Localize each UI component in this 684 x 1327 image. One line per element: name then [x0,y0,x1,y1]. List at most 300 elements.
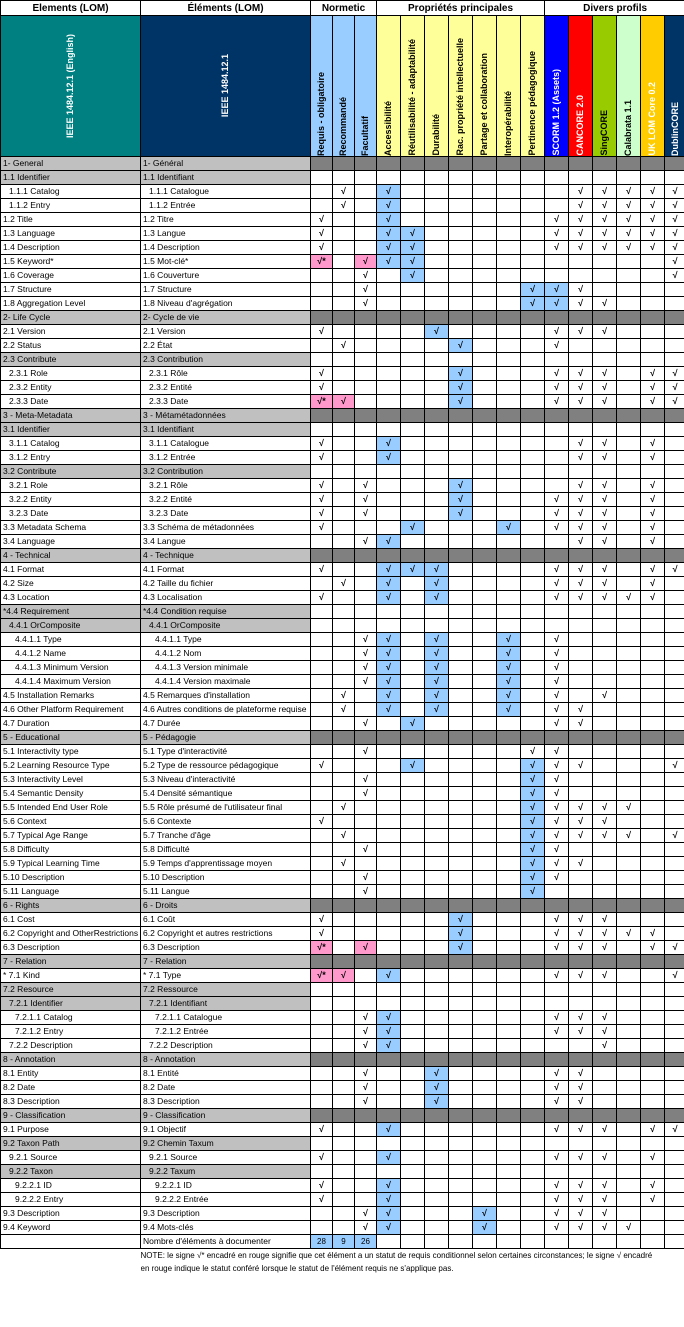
matrix-cell: √ [333,689,355,703]
matrix-cell [355,325,377,339]
matrix-cell: √ [593,969,617,983]
element-fr: 9.2.2 Taxum [141,1165,311,1179]
matrix-cell [333,605,355,619]
matrix-cell [497,325,521,339]
matrix-cell [497,913,521,927]
matrix-cell [497,927,521,941]
matrix-cell [641,801,665,815]
matrix-cell [641,829,665,843]
matrix-cell [333,157,355,171]
matrix-cell [521,1095,545,1109]
element-en: 9.1 Purpose [1,1123,141,1137]
matrix-cell [377,913,401,927]
element-en: 9 - Classification [1,1109,141,1123]
element-fr: 4 - Technique [141,549,311,563]
matrix-cell [473,479,497,493]
matrix-cell: √ [569,703,593,717]
matrix-cell [311,311,333,325]
matrix-cell: √ [545,241,569,255]
col-header-text: Accessibilité [383,100,394,156]
matrix-cell [497,549,521,563]
matrix-cell [473,619,497,633]
matrix-cell [497,507,521,521]
matrix-cell [425,913,449,927]
element-en: 3.2.3 Date [1,507,141,521]
matrix-cell [333,1039,355,1053]
matrix-cell [355,423,377,437]
matrix-cell [641,913,665,927]
matrix-cell [665,913,684,927]
table-row [1,969,684,983]
matrix-cell [665,1221,684,1235]
table-row [1,1137,684,1151]
table-row [1,395,684,409]
matrix-cell [449,1193,473,1207]
matrix-cell [521,1025,545,1039]
matrix-cell [473,1137,497,1151]
matrix-cell [333,1053,355,1067]
matrix-cell [497,1193,521,1207]
matrix-cell [665,983,684,997]
matrix-cell [449,983,473,997]
matrix-cell: √ [449,395,473,409]
matrix-cell: √ [425,647,449,661]
matrix-cell [449,325,473,339]
matrix-cell [355,801,377,815]
matrix-cell: √ [355,1039,377,1053]
matrix-cell [497,465,521,479]
matrix-cell [333,913,355,927]
matrix-cell [377,955,401,969]
matrix-cell [665,661,684,675]
matrix-cell: √ [545,1011,569,1025]
matrix-cell [521,1221,545,1235]
table-row [1,521,684,535]
matrix-cell [425,1137,449,1151]
matrix-cell [665,493,684,507]
matrix-cell [617,563,641,577]
element-en: 8 - Annotation [1,1053,141,1067]
element-en: 4.5 Installation Remarks [1,689,141,703]
matrix-cell [545,885,569,899]
matrix-cell: √ [569,815,593,829]
matrix-cell [311,745,333,759]
element-fr: 1.4 Description [141,241,311,255]
matrix-cell [425,955,449,969]
matrix-cell [641,1207,665,1221]
matrix-cell [449,283,473,297]
table-row [1,549,684,563]
matrix-cell [311,829,333,843]
matrix-cell [355,311,377,325]
matrix-cell: √ [311,521,333,535]
matrix-cell: √ [545,717,569,731]
matrix-cell [473,255,497,269]
matrix-cell [665,773,684,787]
matrix-cell [497,269,521,283]
matrix-cell [377,983,401,997]
matrix-cell [449,1067,473,1081]
matrix-cell [355,339,377,353]
matrix-cell: √ [545,913,569,927]
matrix-cell [641,157,665,171]
matrix-cell: √ [311,437,333,451]
element-fr: 2.1 Version [141,325,311,339]
matrix-cell [401,213,425,227]
matrix-cell [473,885,497,899]
matrix-cell [545,423,569,437]
matrix-cell [665,801,684,815]
matrix-cell [311,955,333,969]
matrix-cell [449,1053,473,1067]
col-header-text: UK LOM Core 0.2 [647,82,658,156]
matrix-cell: √ [311,591,333,605]
matrix-cell [377,269,401,283]
matrix-cell: √ [545,675,569,689]
matrix-cell: √ [569,1095,593,1109]
matrix-cell: √ [521,885,545,899]
matrix-cell: √ [311,241,333,255]
matrix-cell: √ [355,1011,377,1025]
footer-label: Nombre d'éléments à documenter [141,1235,311,1249]
matrix-cell [355,731,377,745]
col-header-13 [617,16,641,157]
matrix-cell [425,1025,449,1039]
matrix-cell: √* [311,255,333,269]
matrix-cell [449,521,473,535]
matrix-cell [617,395,641,409]
matrix-cell [617,703,641,717]
matrix-cell [569,843,593,857]
matrix-cell [473,745,497,759]
matrix-cell [473,871,497,885]
matrix-cell [497,241,521,255]
matrix-cell: √ [545,227,569,241]
matrix-cell: √ [569,479,593,493]
matrix-cell: √ [593,325,617,339]
matrix-cell [617,157,641,171]
matrix-cell [355,451,377,465]
matrix-cell: √ [545,633,569,647]
footer-count [665,1235,684,1249]
matrix-cell: √ [569,1025,593,1039]
matrix-cell [377,409,401,423]
matrix-cell [521,927,545,941]
matrix-cell [401,647,425,661]
matrix-cell: √ [641,479,665,493]
element-fr: 3.2.1 Rôle [141,479,311,493]
matrix-cell: √ [377,451,401,465]
matrix-cell [425,899,449,913]
footer-spacer [1,1235,141,1249]
matrix-cell [473,451,497,465]
matrix-cell [665,451,684,465]
matrix-cell [641,1025,665,1039]
table-row [1,479,684,493]
matrix-cell [449,675,473,689]
matrix-cell [617,367,641,381]
matrix-cell [401,465,425,479]
matrix-cell [425,311,449,325]
matrix-cell [473,1123,497,1137]
matrix-cell [333,353,355,367]
matrix-cell [377,353,401,367]
matrix-cell [355,353,377,367]
matrix-cell: √ [617,241,641,255]
footer-count: 26 [355,1235,377,1249]
matrix-cell: √ [665,241,684,255]
matrix-cell: √ [401,717,425,731]
matrix-cell: √ [355,941,377,955]
matrix-cell [377,1053,401,1067]
matrix-cell [593,465,617,479]
matrix-cell [665,1039,684,1053]
element-fr: 7 - Relation [141,955,311,969]
matrix-cell [449,311,473,325]
matrix-cell: √ [593,199,617,213]
matrix-cell [449,437,473,451]
matrix-cell [311,1165,333,1179]
matrix-cell [497,773,521,787]
matrix-cell [473,689,497,703]
matrix-cell: √ [473,1221,497,1235]
table-row [1,1025,684,1039]
table-row [1,283,684,297]
element-fr: 3.1 Identifiant [141,423,311,437]
matrix-cell [521,269,545,283]
matrix-cell [641,689,665,703]
matrix-cell: √ [593,521,617,535]
matrix-cell [497,955,521,969]
matrix-cell [665,955,684,969]
matrix-cell [401,409,425,423]
matrix-cell [665,675,684,689]
element-fr: 7.2.1.2 Entrée [141,1025,311,1039]
element-fr: 7.2.1 Identifiant [141,997,311,1011]
matrix-cell [521,717,545,731]
matrix-cell [521,661,545,675]
element-en: 4.2 Size [1,577,141,591]
matrix-cell [617,507,641,521]
matrix-cell [377,479,401,493]
element-en: 7.2.1 Identifier [1,997,141,1011]
matrix-cell [665,479,684,493]
matrix-cell: √ [545,1081,569,1095]
matrix-cell [569,647,593,661]
element-en: 4.1 Format [1,563,141,577]
col-header-text: Interopérabilité [503,90,514,156]
table-row [1,605,684,619]
matrix-cell: √ [521,843,545,857]
matrix-cell [333,269,355,283]
header-proprietes: Propriétés principales [377,1,545,16]
matrix-cell: √ [377,633,401,647]
matrix-cell [545,465,569,479]
matrix-cell: √ [311,927,333,941]
matrix-cell: √ [569,913,593,927]
matrix-cell [473,829,497,843]
matrix-cell [377,871,401,885]
matrix-cell [333,871,355,885]
matrix-cell: √ [355,717,377,731]
element-fr: 9 - Classification [141,1109,311,1123]
matrix-cell [333,325,355,339]
matrix-cell: √ [545,381,569,395]
matrix-cell [311,605,333,619]
matrix-cell: √ [617,829,641,843]
footer-count: 28 [311,1235,333,1249]
col-header-text: Rac. propriété intellectuelle [455,38,466,156]
matrix-cell [355,1137,377,1151]
element-en: 9.2.2.1 ID [1,1179,141,1193]
footer-count [473,1235,497,1249]
matrix-cell [593,423,617,437]
matrix-cell [569,675,593,689]
matrix-cell [521,1207,545,1221]
matrix-cell [401,927,425,941]
matrix-cell: √ [569,857,593,871]
matrix-cell [545,269,569,283]
matrix-cell [521,997,545,1011]
matrix-cell [641,759,665,773]
matrix-cell [641,1067,665,1081]
element-en: 5.11 Language [1,885,141,899]
matrix-cell [311,185,333,199]
matrix-cell [617,1053,641,1067]
matrix-cell [521,437,545,451]
matrix-cell [473,269,497,283]
matrix-cell [425,983,449,997]
matrix-cell: √ [593,1039,617,1053]
matrix-cell [593,899,617,913]
matrix-cell [425,801,449,815]
matrix-cell: √ [593,941,617,955]
matrix-cell [333,493,355,507]
matrix-cell [497,787,521,801]
matrix-cell [425,759,449,773]
matrix-cell [311,857,333,871]
matrix-cell: √ [377,591,401,605]
matrix-cell [425,829,449,843]
matrix-cell [449,997,473,1011]
matrix-cell: √ [569,199,593,213]
matrix-cell [497,409,521,423]
matrix-cell [333,507,355,521]
matrix-cell [521,311,545,325]
matrix-cell [473,1151,497,1165]
matrix-cell [401,857,425,871]
element-fr: 2.3 Contribution [141,353,311,367]
matrix-cell: √ [545,493,569,507]
matrix-cell [521,1151,545,1165]
matrix-cell: √ [311,227,333,241]
matrix-cell [377,549,401,563]
matrix-cell [311,157,333,171]
matrix-cell: √ [545,801,569,815]
col-header-5 [425,16,449,157]
element-fr: 6 - Droits [141,899,311,913]
footer-note1: NOTE: le signe √* encadré en rouge signifie que cet élément a un statut de requis conditionnel selon certaines circonstances; le signe √ encadré [140,1251,653,1260]
matrix-cell [311,465,333,479]
matrix-cell: √ [355,493,377,507]
matrix-cell: √ [377,437,401,451]
matrix-cell [521,955,545,969]
matrix-cell: √ [355,1025,377,1039]
matrix-cell [401,423,425,437]
element-en: 4.7 Duration [1,717,141,731]
matrix-cell [355,549,377,563]
matrix-cell: √ [569,367,593,381]
matrix-cell [521,521,545,535]
matrix-cell [333,1123,355,1137]
matrix-cell: √ [311,213,333,227]
matrix-cell [473,1081,497,1095]
matrix-cell [593,717,617,731]
matrix-cell [377,423,401,437]
matrix-cell [449,969,473,983]
matrix-cell [473,507,497,521]
table-row [1,591,684,605]
matrix-cell [593,759,617,773]
matrix-cell [641,1137,665,1151]
matrix-cell [641,255,665,269]
matrix-cell [665,1109,684,1123]
matrix-cell [355,759,377,773]
matrix-cell: √ [569,185,593,199]
matrix-cell: √ [377,1039,401,1053]
element-en: 5.3 Interactivity Level [1,773,141,787]
table-row [1,1165,684,1179]
matrix-cell [333,535,355,549]
matrix-cell [617,815,641,829]
matrix-cell: √ [355,1221,377,1235]
matrix-cell: √ [521,745,545,759]
matrix-cell [497,1095,521,1109]
matrix-cell: √ [569,395,593,409]
element-en: 1.1 Identifier [1,171,141,185]
matrix-cell: √ [569,213,593,227]
matrix-cell [401,955,425,969]
matrix-cell: √ [593,227,617,241]
matrix-cell [497,367,521,381]
matrix-cell [617,1165,641,1179]
matrix-cell: √ [545,941,569,955]
matrix-cell [497,857,521,871]
matrix-cell: √ [377,577,401,591]
matrix-cell [311,269,333,283]
element-fr: 8.1 Entité [141,1067,311,1081]
matrix-cell [333,1193,355,1207]
matrix-cell [377,325,401,339]
matrix-cell [497,171,521,185]
matrix-cell [333,1137,355,1151]
matrix-cell: √ [593,479,617,493]
matrix-cell [665,843,684,857]
matrix-cell [497,353,521,367]
matrix-cell [333,1207,355,1221]
matrix-cell [333,1179,355,1193]
matrix-cell [377,381,401,395]
matrix-cell: √ [545,339,569,353]
matrix-cell [401,325,425,339]
matrix-cell: √ [333,857,355,871]
matrix-cell [545,605,569,619]
matrix-cell [497,843,521,857]
element-en: 1.7 Structure [1,283,141,297]
element-en: 8.3 Description [1,1095,141,1109]
matrix-cell [497,717,521,731]
matrix-cell [355,395,377,409]
